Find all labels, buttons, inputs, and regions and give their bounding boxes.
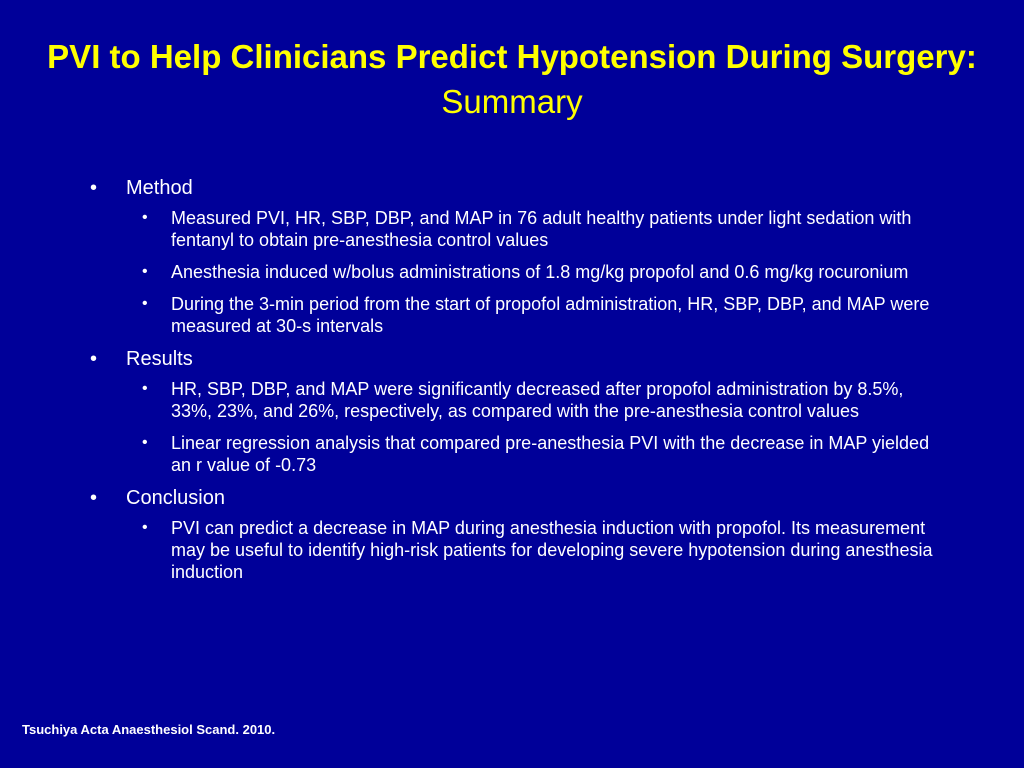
bullet-icon: • (90, 487, 98, 509)
section-heading-label: Conclusion (126, 487, 225, 509)
list-item-text: PVI can predict a decrease in MAP during anesthesia induction with propofol. Its measurement may be useful to identify high-risk patients for developing severe hypotension during anesthesia induction (171, 518, 933, 582)
citation-footer: Tsuchiya Acta Anaesthesiol Scand. 2010. (22, 722, 276, 737)
list-item-text: Measured PVI, HR, SBP, DBP, and MAP in 76 adult healthy patients under light sedation with fentanyl to obtain pre-anesthesia control values (171, 208, 912, 250)
bullet-icon: • (142, 295, 148, 312)
bullet-icon: • (142, 519, 148, 536)
section-heading-label: Results (126, 348, 193, 370)
section-heading-results (90, 347, 946, 371)
bullet-icon: • (142, 263, 148, 280)
list-item (142, 207, 941, 251)
list-item-text: Linear regression analysis that compared pre-anesthesia PVI with the decrease in MAP yielded an r value of -0.73 (171, 433, 930, 475)
section-heading-method (90, 176, 946, 200)
bullet-list (0, 176, 1024, 593)
list-item (142, 293, 941, 337)
list-item (142, 378, 941, 422)
section-heading-label: Method (126, 177, 193, 199)
list-item (142, 517, 941, 583)
slide-title (20, 34, 1004, 124)
bullet-icon: • (142, 434, 148, 451)
list-item (142, 261, 941, 283)
section-heading-conclusion (90, 486, 946, 510)
bullet-icon: • (142, 209, 148, 226)
title-bold-text: PVI to Help Clinicians Predict Hypotension During Surgery: (47, 38, 977, 75)
title-normal-text: Summary (441, 83, 583, 120)
bullet-icon: • (90, 177, 98, 199)
bullet-icon: • (142, 380, 148, 397)
list-item (142, 432, 941, 476)
list-item-text: Anesthesia induced w/bolus administrations of 1.8 mg/kg propofol and 0.6 mg/kg rocuronium (171, 262, 909, 282)
list-item-text: During the 3-min period from the start of propofol administration, HR, SBP, DBP, and MAP were measured at 30-s intervals (171, 294, 930, 336)
bullet-icon: • (90, 348, 98, 370)
list-item-text: HR, SBP, DBP, and MAP were significantly decreased after propofol administration by 8.5%, 33%, 23%, and 26%, respectively, as compared with the pre-anesthesia control values (171, 379, 904, 421)
